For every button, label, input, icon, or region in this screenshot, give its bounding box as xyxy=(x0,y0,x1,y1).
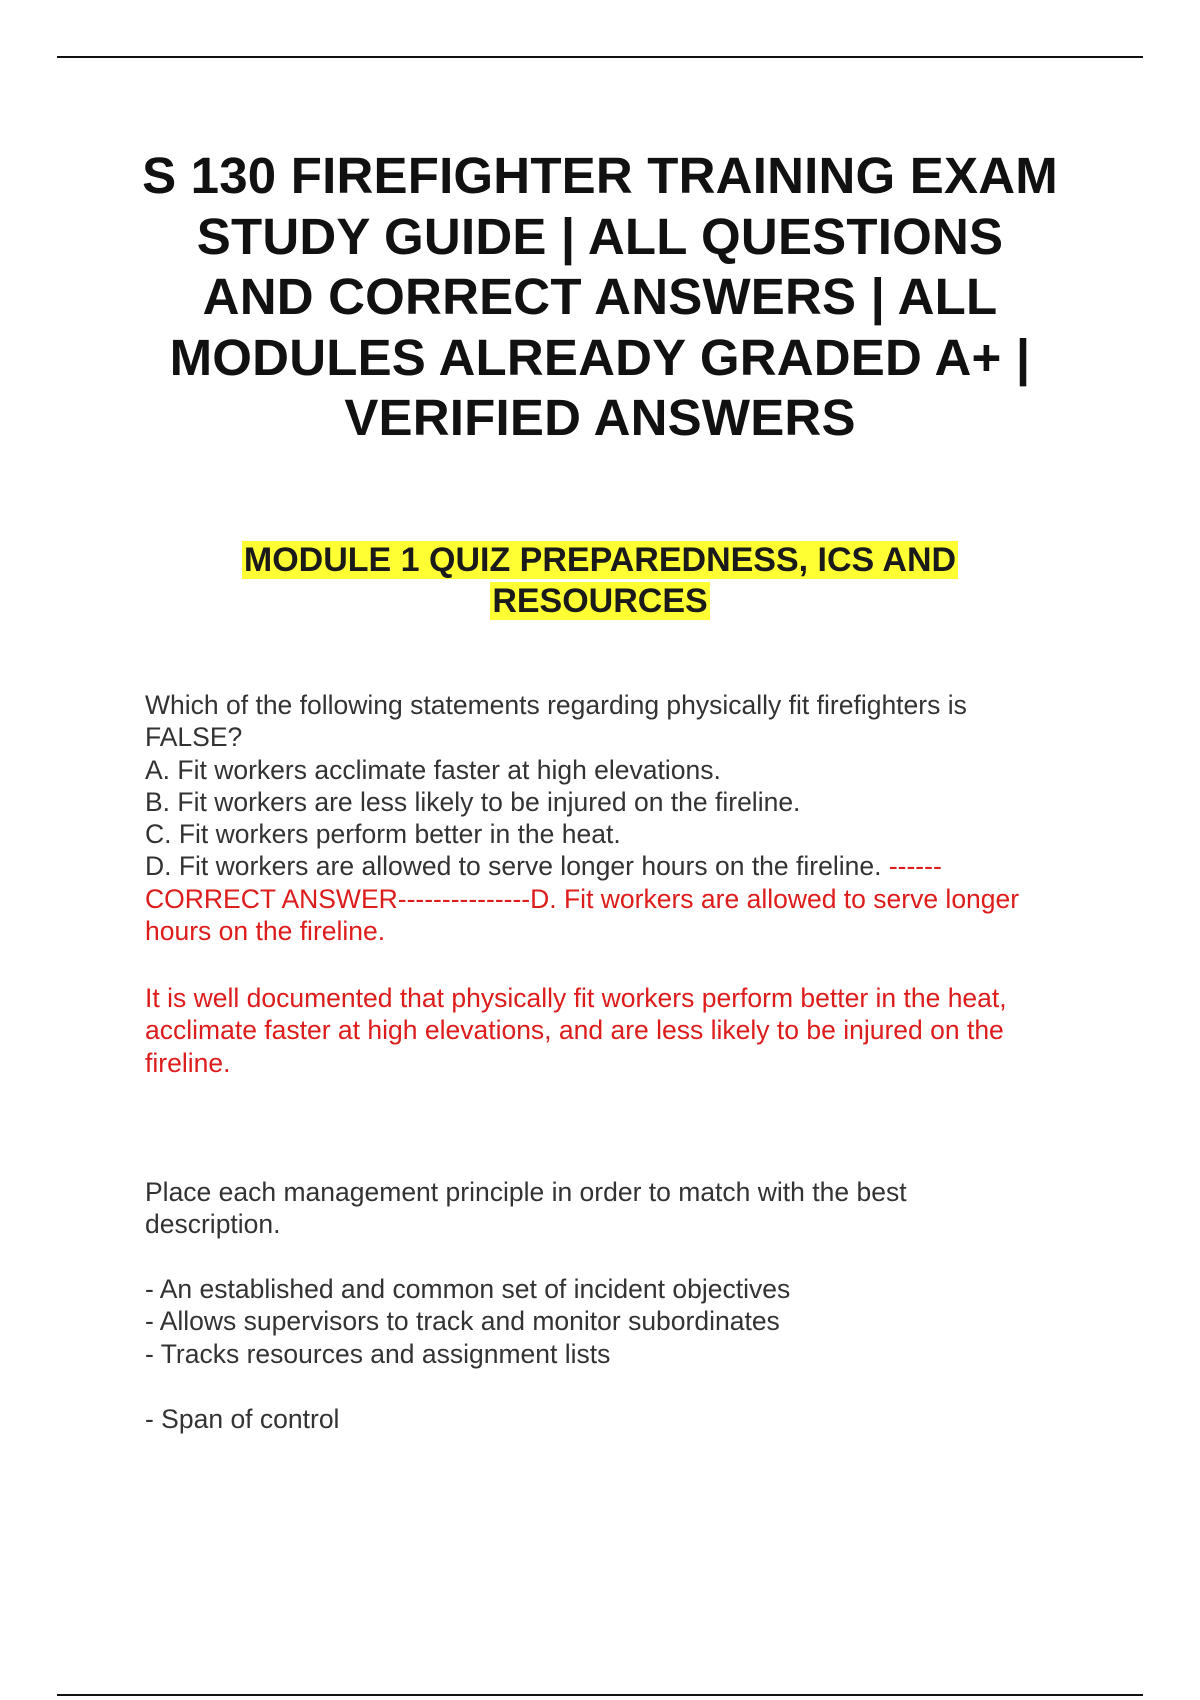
title-line: AND CORRECT ANSWERS | ALL xyxy=(202,268,998,325)
module-heading-line xyxy=(150,581,1050,622)
module-heading xyxy=(150,540,1050,622)
option-b: B. Fit workers are less likely to be injured on the fireline. xyxy=(145,786,801,817)
list-item: - Tracks resources and assignment lists xyxy=(145,1338,611,1369)
answer-explanation xyxy=(145,982,1105,1079)
question-prompt-line: Which of the following statements regarding physically fit firefighters is xyxy=(145,690,967,720)
explanation-line: fireline. xyxy=(145,1047,231,1078)
question-prompt-line: Place each management principle in order to match with the best xyxy=(145,1177,907,1207)
title-line: MODULES ALREADY GRADED A+ | xyxy=(169,328,1031,386)
correct-answer-line: CORRECT ANSWER---------------D. Fit workers are allowed to serve longer xyxy=(145,883,1020,914)
option-d: D. Fit workers are allowed to serve longer hours on the fireline. xyxy=(145,851,882,882)
answer-marker: ------ xyxy=(888,851,942,882)
highlighted-text: RESOURCES xyxy=(492,582,708,620)
title-line: STUDY GUIDE | ALL QUESTIONS xyxy=(196,207,1004,265)
list-item: - Allows supervisors to track and monitor subordinates xyxy=(145,1306,780,1337)
description-list xyxy=(145,1273,1105,1370)
list-item: - An established and common set of incident objectives xyxy=(145,1274,791,1304)
question-2 xyxy=(145,1176,1105,1241)
explanation-line: acclimate faster at high elevations, and are less likely to be injured on the xyxy=(145,1015,1004,1046)
explanation-line: It is well documented that physically fit workers perform better in the heat, xyxy=(145,983,1007,1013)
title-line: VERIFIED ANSWERS xyxy=(344,389,856,446)
top-rule xyxy=(57,56,1143,58)
option-d-line xyxy=(145,850,1105,882)
title-line: S 130 FIREFIGHTER TRAINING EXAM xyxy=(142,147,1058,204)
principle-item xyxy=(145,1403,1105,1435)
option-a: A. Fit workers acclimate faster at high elevations. xyxy=(145,754,721,785)
option-c: C. Fit workers perform better in the heat. xyxy=(145,819,621,850)
list-item: - Span of control xyxy=(145,1404,340,1434)
module-heading-line xyxy=(150,540,1050,581)
question-1 xyxy=(145,689,1105,947)
highlighted-text: MODULE 1 QUIZ PREPAREDNESS, ICS AND xyxy=(243,541,957,579)
bottom-rule xyxy=(57,1694,1143,1696)
correct-answer-line: hours on the fireline. xyxy=(145,916,386,947)
question-prompt-line: FALSE? xyxy=(145,722,243,753)
question-prompt-line: description. xyxy=(145,1209,281,1240)
document-title xyxy=(100,146,1100,449)
